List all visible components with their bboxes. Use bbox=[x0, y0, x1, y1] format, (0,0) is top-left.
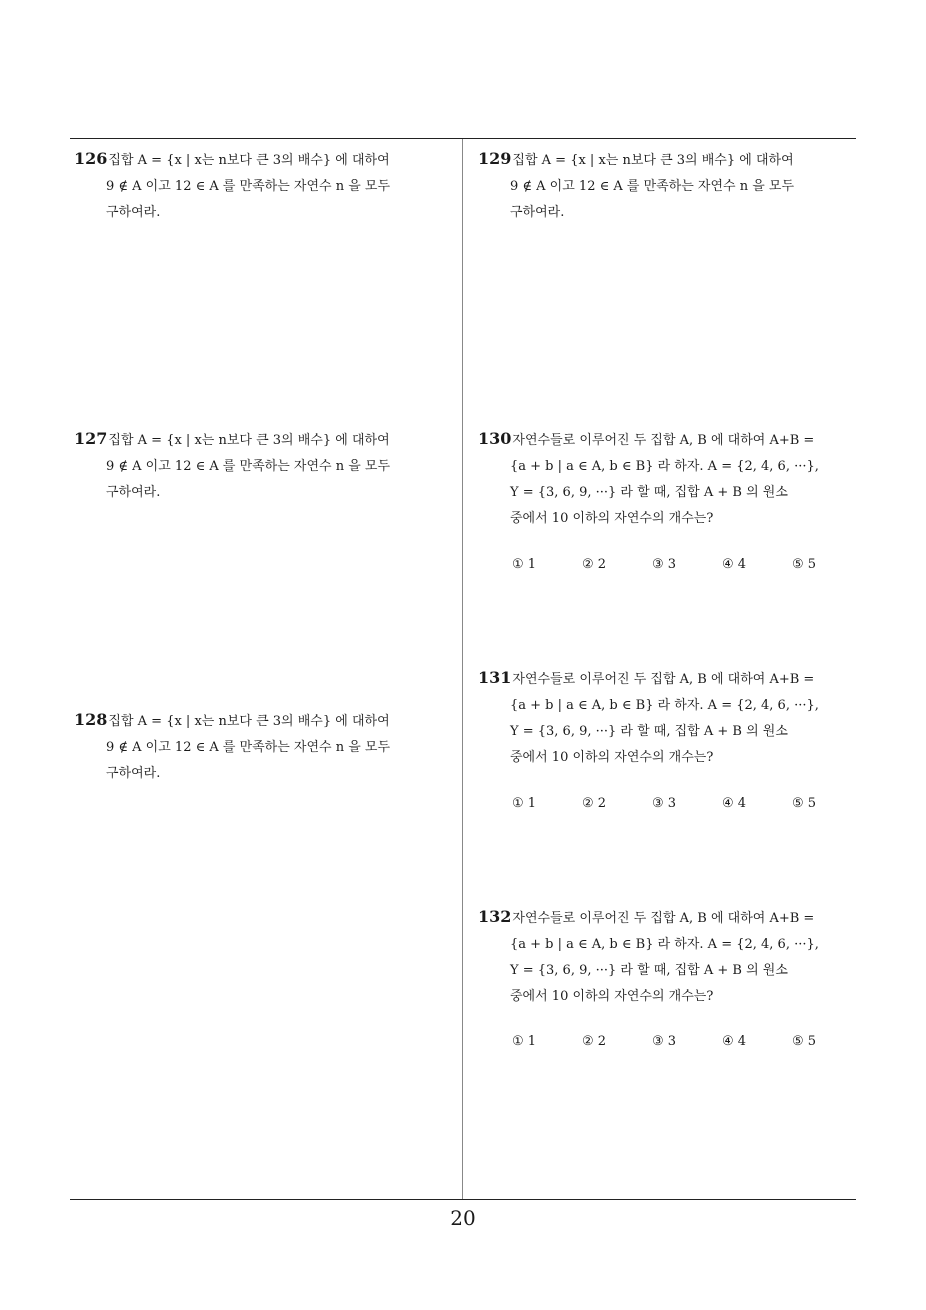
problem-text-line: 구하여라. bbox=[510, 205, 565, 220]
problem-number: 132 bbox=[478, 907, 512, 926]
top-rule bbox=[70, 138, 856, 139]
choice-1[interactable]: ① 1 bbox=[512, 796, 537, 811]
choice-5[interactable]: ⑤ 5 bbox=[792, 1034, 817, 1049]
problem-number: 129 bbox=[478, 149, 512, 168]
choice-3[interactable]: ③ 3 bbox=[652, 557, 677, 572]
problem-text-line: Y = {3, 6, 9, ···} 라 할 때, 집합 A + B 의 원소 bbox=[510, 485, 788, 500]
choice-1[interactable]: ① 1 bbox=[512, 1034, 537, 1049]
choice-3[interactable]: ③ 3 bbox=[652, 1034, 677, 1049]
column-divider bbox=[462, 139, 463, 1200]
problem-text-line: 구하여라. bbox=[106, 205, 161, 220]
problem-text-line: 자연수들로 이루어진 두 집합 A, B 에 대하여 A+B = bbox=[512, 672, 815, 687]
problem-number: 126 bbox=[74, 149, 108, 168]
problem-129 bbox=[478, 146, 862, 226]
problem-127 bbox=[74, 426, 458, 506]
problem-text-line: Y = {3, 6, 9, ···} 라 할 때, 집합 A + B 의 원소 bbox=[510, 963, 788, 978]
problem-text-line: {a + b | a ∈ A, b ∈ B} 라 하자. A = {2, 4, 6, ···}, bbox=[510, 698, 819, 713]
problem-130 bbox=[478, 426, 862, 532]
problem-text-line: {a + b | a ∈ A, b ∈ B} 라 하자. A = {2, 4, 6, ···}, bbox=[510, 459, 819, 474]
choice-1[interactable]: ① 1 bbox=[512, 557, 537, 572]
problem-number: 127 bbox=[74, 429, 108, 448]
problem-128 bbox=[74, 707, 458, 787]
choice-5[interactable]: ⑤ 5 bbox=[792, 557, 817, 572]
problem-text-line: 중에서 10 이하의 자연수의 개수는? bbox=[510, 511, 714, 526]
choice-2[interactable]: ② 2 bbox=[582, 557, 607, 572]
bottom-rule bbox=[70, 1199, 856, 1200]
problem-text-line: 9 ∉ A 이고 12 ∈ A 를 만족하는 자연수 n 을 모두 bbox=[510, 179, 795, 194]
problem-text-line: 자연수들로 이루어진 두 집합 A, B 에 대하여 A+B = bbox=[512, 433, 815, 448]
problem-text-line: 구하여라. bbox=[106, 766, 161, 781]
problem-number: 128 bbox=[74, 710, 108, 729]
problem-number: 131 bbox=[478, 668, 512, 687]
choice-3[interactable]: ③ 3 bbox=[652, 796, 677, 811]
problem-text-line: {a + b | a ∈ A, b ∈ B} 라 하자. A = {2, 4, 6, ···}, bbox=[510, 937, 819, 952]
problem-text-line: 중에서 10 이하의 자연수의 개수는? bbox=[510, 989, 714, 1004]
problem-text-line: 집합 A = {x | x는 n보다 큰 3의 배수} 에 대하여 bbox=[512, 153, 794, 168]
problem-text-line: 9 ∉ A 이고 12 ∈ A 를 만족하는 자연수 n 을 모두 bbox=[106, 179, 391, 194]
problem-text-line: 집합 A = {x | x는 n보다 큰 3의 배수} 에 대하여 bbox=[108, 153, 390, 168]
problem-132 bbox=[478, 904, 862, 1010]
problem-text-line: 중에서 10 이하의 자연수의 개수는? bbox=[510, 750, 714, 765]
choice-4[interactable]: ④ 4 bbox=[722, 1034, 747, 1049]
problem-text-line: 집합 A = {x | x는 n보다 큰 3의 배수} 에 대하여 bbox=[108, 433, 390, 448]
problem-131 bbox=[478, 665, 862, 771]
page-number: 20 bbox=[450, 1206, 476, 1230]
problem-text-line: Y = {3, 6, 9, ···} 라 할 때, 집합 A + B 의 원소 bbox=[510, 724, 788, 739]
problem-number: 130 bbox=[478, 429, 512, 448]
problem-126 bbox=[74, 146, 458, 226]
choice-4[interactable]: ④ 4 bbox=[722, 796, 747, 811]
choice-2[interactable]: ② 2 bbox=[582, 1034, 607, 1049]
problem-text-line: 자연수들로 이루어진 두 집합 A, B 에 대하여 A+B = bbox=[512, 911, 815, 926]
problem-text-line: 9 ∉ A 이고 12 ∈ A 를 만족하는 자연수 n 을 모두 bbox=[106, 459, 391, 474]
choice-2[interactable]: ② 2 bbox=[582, 796, 607, 811]
choice-5[interactable]: ⑤ 5 bbox=[792, 796, 817, 811]
problem-text-line: 9 ∉ A 이고 12 ∈ A 를 만족하는 자연수 n 을 모두 bbox=[106, 740, 391, 755]
problem-text-line: 구하여라. bbox=[106, 485, 161, 500]
problem-text-line: 집합 A = {x | x는 n보다 큰 3의 배수} 에 대하여 bbox=[108, 714, 390, 729]
choice-4[interactable]: ④ 4 bbox=[722, 557, 747, 572]
